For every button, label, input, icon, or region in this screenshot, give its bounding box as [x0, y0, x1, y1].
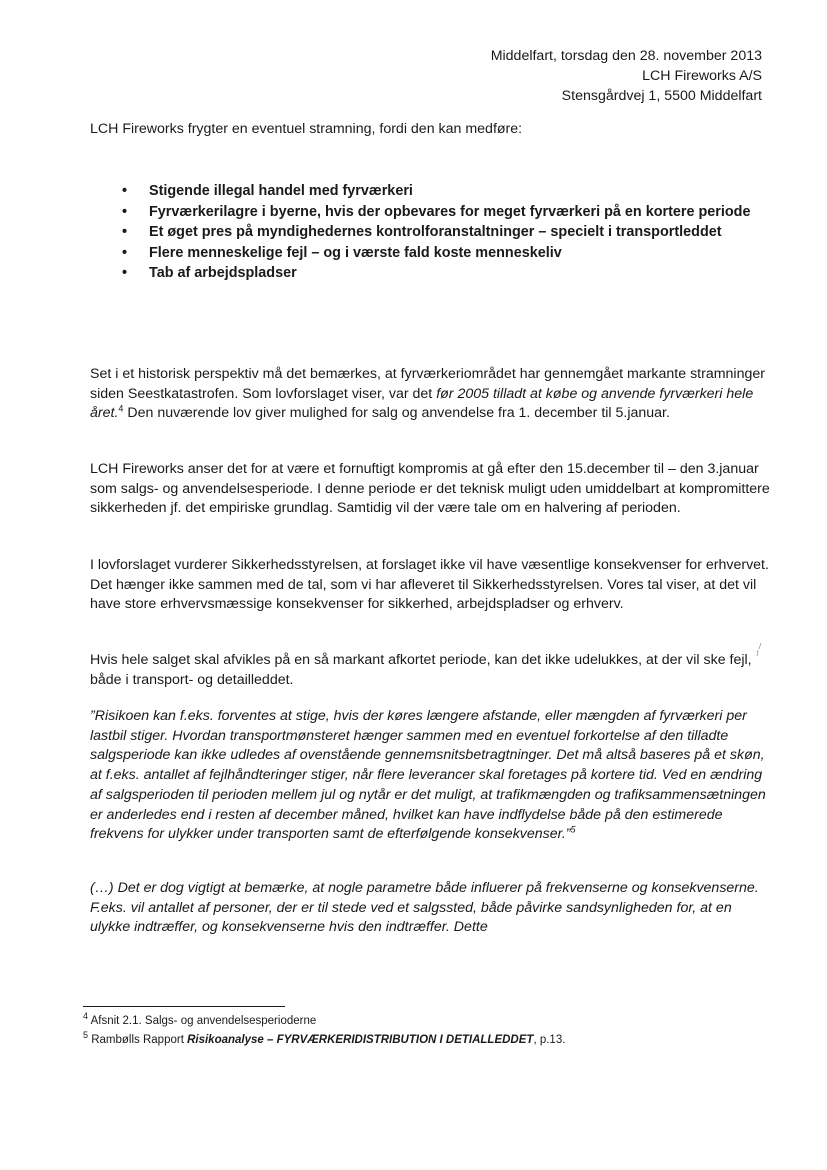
intro-line: LCH Fireworks frygter en eventuel stramning, fordi den kan medføre: [90, 121, 523, 137]
bullet-list [122, 181, 772, 284]
footnote-ref-4: 4 [118, 403, 124, 414]
footnote-5: $^5$ Rambølls Rapport Risikoanalyse – FYRVÆRKERIDISTRIBUTION I DETIALLEDDET, p.13. [83, 1030, 566, 1046]
paragraph-history: Set i et historisk perspektiv må det bemærkes, at fyrværkeriområdet har gennemgået markante stramninger siden Seestkatastrofen. Som lovforslaget viser, var det før 2005 tilladt at købe og anvende fyrværkeri hele året.$^4$ Den nuværende lov giver mulighed for salg og anvendelse fra 1. december til 5.januar. [90, 366, 765, 422]
paragraph-compromise: LCH Fireworks anser det for at være et fornuftigt kompromis at gå efter den 15.december til – den 3.januar som salgs- og anvendelsesperiode. I denne periode er det teknisk muligt uden umiddelbart at kompromittere sikkerheden jf. det empiriske grundlag. Samtidig vil der være tale om en halvering af perioden. [90, 461, 770, 517]
quote-block: ”Risikoen kan f.eks. forventes at stige, hvis der køres længere afstande, eller mængden af fyrværkeri per lastbil stiger. Hvordan transportmønsteret hænger sammen med en eventuel forkortelse af den tilladte salgsperiode kan ikke udledes af ovenstående gennemsnitsbetragtninger. Det må altså baseres på et skøn, at f.eks. antallet af fejlhåndteringer stiger, når flere leverancer skal foretages på kortere tid. Ved en ændring af salgsperioden til perioden mellem jul og nytår er det muligt, at trafikmængden og trafiksammensætningen er anderledes end i resten af december måned, hvilket kan have indflydelse både på den estimerede frekvens for ulykker under transporten samt de efterfølgende konsekvenser.”$^5$ [90, 708, 766, 843]
place-date: Middelfart, torsdag den 28. november 2013 [490, 48, 762, 64]
company-name: LCH Fireworks A/S [642, 68, 762, 84]
pen-mark [752, 641, 764, 659]
bullet-dot: • [122, 265, 128, 281]
bullet-item: • Flere menneskelige fejl – og i værste fald koste menneskeliv [122, 243, 772, 264]
bullet-dot: • [122, 244, 128, 261]
bullet-item: • Et øget pres på myndighedernes kontrolforanstaltninger – specielt i transportleddet [122, 222, 772, 243]
bullet-dot: • [122, 203, 128, 220]
paragraph-assessment: I lovforslaget vurderer Sikkerhedsstyrelsen, at forslaget ikke vil have væsentlige konsekvenser for erhvervet. Det hænger ikke sammen med de tal, som vi har afleveret til Sikkerhedsstyrelsen. Vores tal viser, at det vil have store erhvervsmæssige konsekvenser for sikkerhed, arbejdspladser og erhverv. [90, 557, 769, 613]
bullet-item: • Stigende illegal handel med fyrværkeri [122, 181, 772, 202]
paragraph-errors: Hvis hele salget skal afvikles på en så markant afkortet periode, kan det ikke udelukkes, at der vil ske fejl, både i transport- og detailleddet. [90, 652, 752, 688]
bullet-item: • Fyrværkerilagre i byerne, hvis der opbevares for meget fyrværkeri på en kortere periode [122, 202, 772, 223]
footnote-ref-5: 5 [570, 824, 576, 835]
bullet-item: • Tab af arbejdspladser [122, 263, 772, 284]
letter-header [491, 46, 762, 106]
bullet-dot: • [122, 224, 128, 240]
bullet-dot: • [122, 183, 128, 199]
footnote-separator [83, 1006, 285, 1007]
footnotes [83, 1012, 565, 1050]
company-address: Stensgårdvej 1, 5500 Middelfart [561, 88, 762, 104]
quote-continuation: (…) Det er dog vigtigt at bemærke, at nogle parametre både influerer på frekvenserne og konsekvenserne. F.eks. vil antallet af personer, der er til stede ved et salgssted, både påvirke sandsynligheden for, at en ulykke indtræffer, og konsekvenserne hvis den indtræffer. Dette [90, 880, 759, 936]
footnote-4: $^4$ Afsnit 2.1. Salgs- og anvendelsesperioderne [83, 1011, 317, 1027]
